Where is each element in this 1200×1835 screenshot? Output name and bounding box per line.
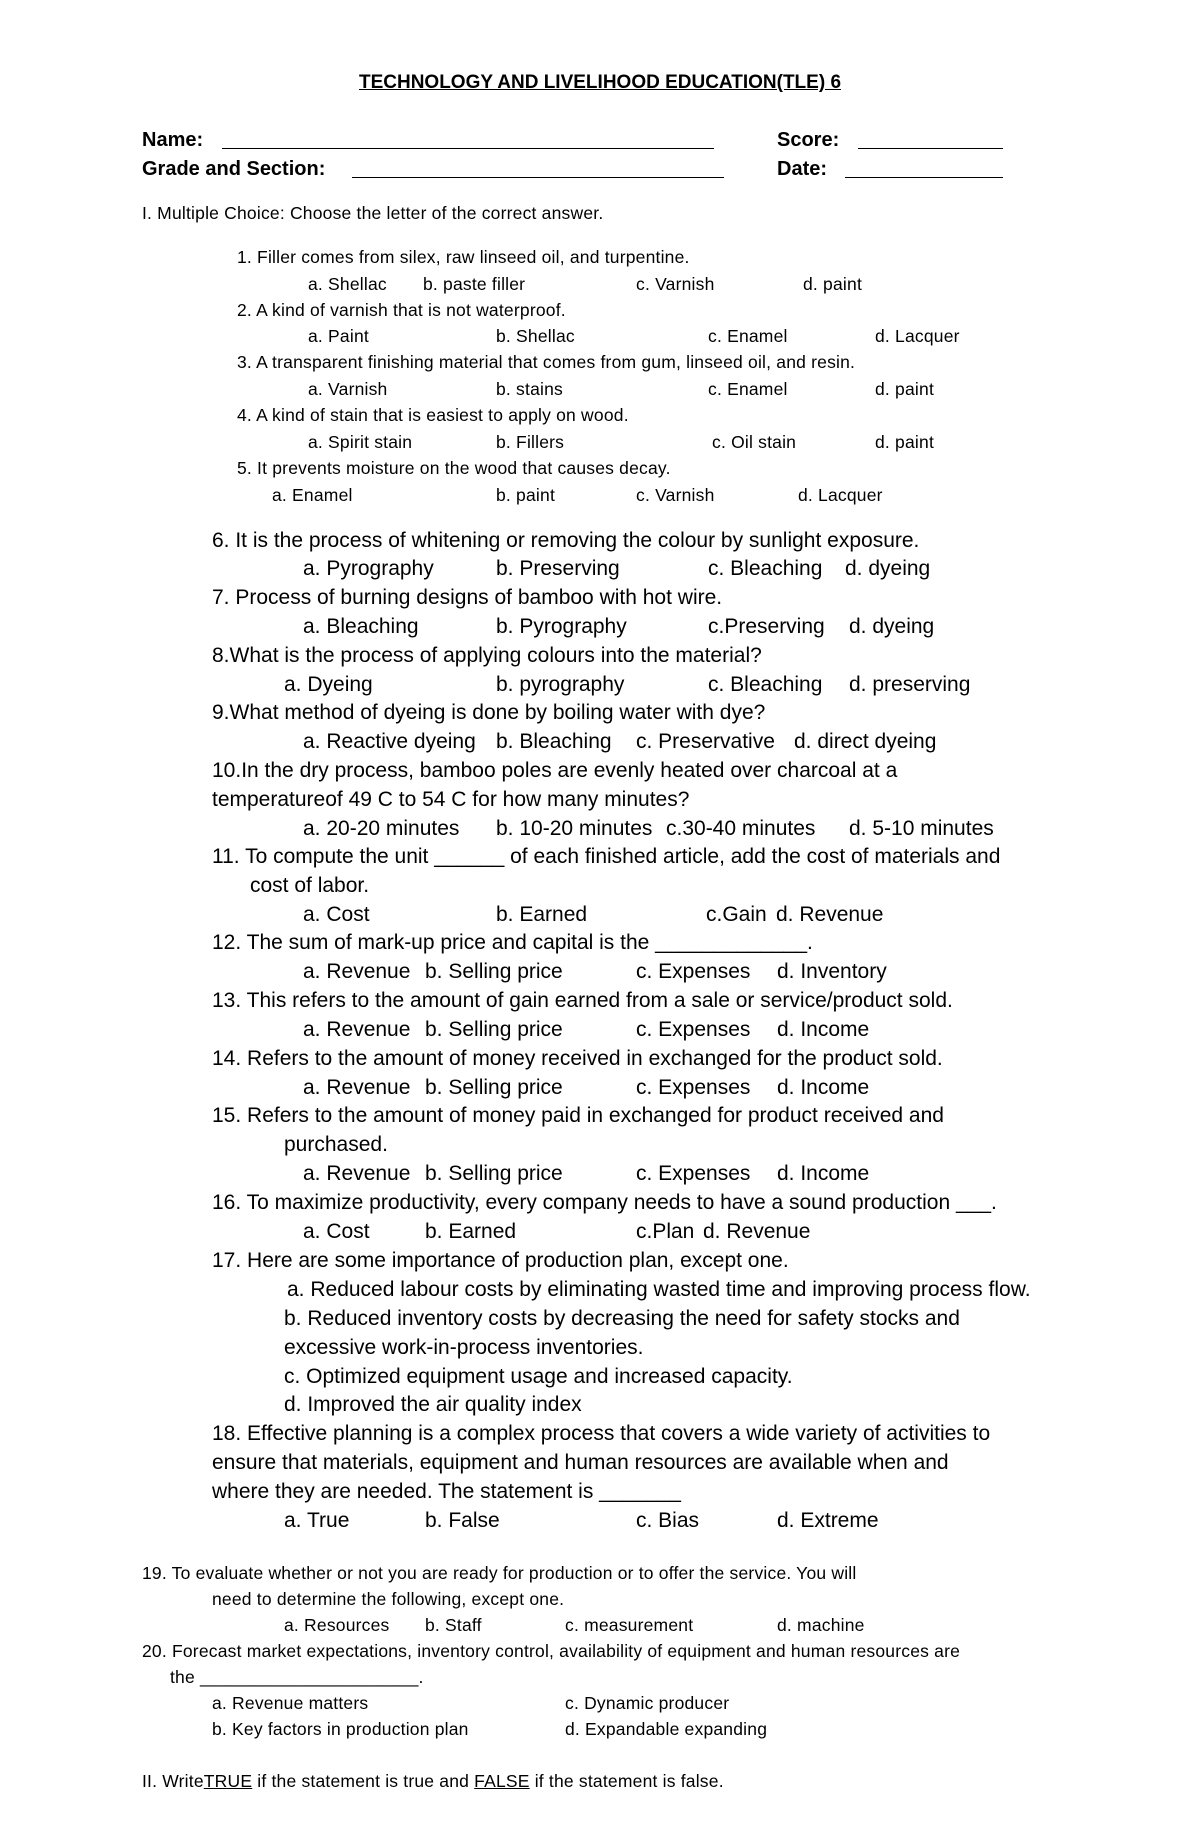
q9-option-d[interactable]: d. direct dyeing [794,730,937,753]
q1-option-c[interactable]: c. Varnish [636,274,715,294]
question-1: 1. Filler comes from silex, raw linseed oil, and turpentine. [237,247,690,267]
q2-option-b[interactable]: b. Shellac [496,326,575,346]
q9-option-a[interactable]: a. Reactive dyeing [303,730,476,753]
section2-prefix: II. Write [142,1771,204,1791]
question-16: 16. To maximize productivity, every company needs to have a sound production ___. [212,1191,997,1214]
q16-option-b[interactable]: b. Earned [425,1220,517,1243]
q4-option-c[interactable]: c. Oil stain [712,432,797,452]
q12-option-a[interactable]: a. Revenue [303,960,411,983]
question-18-line3: where they are needed. The statement is _______ [212,1480,681,1503]
q3-option-c[interactable]: c. Enamel [708,379,788,399]
q2-option-d[interactable]: d. Lacquer [875,326,960,346]
q1-option-b[interactable]: b. paste filler [423,274,526,294]
question-15: 15. Refers to the amount of money paid in exchanged for product received and [212,1104,944,1127]
q6-option-d[interactable]: d. dyeing [845,557,931,580]
q5-option-d[interactable]: d. Lacquer [798,485,883,505]
question-11-line2: cost of labor. [250,874,370,897]
question-11: 11. To compute the unit ______ of each finished article, add the cost of materials and [212,845,1001,868]
question-20: 20. Forecast market expectations, inventory control, availability of equipment and human resources are [142,1641,961,1661]
question-8: 8.What is the process of applying colours into the material? [212,644,762,667]
question-10-line2: temperatureof 49 C to 54 C for how many minutes? [212,788,690,811]
q10-option-b[interactable]: b. 10-20 minutes [496,817,653,840]
q20-option-a[interactable]: a. Revenue matters [212,1693,369,1713]
q7-option-b[interactable]: b. Pyrography [496,615,627,638]
q18-option-b[interactable]: b. False [425,1509,500,1532]
question-5: 5. It prevents moisture on the wood that causes decay. [237,458,671,478]
question-13: 13. This refers to the amount of gain earned from a sale or service/product sold. [212,989,953,1012]
page-title: TECHNOLOGY AND LIVELIHOOD EDUCATION(TLE) 6 [358,72,842,93]
question-18: 18. Effective planning is a complex process that covers a wide variety of activities to [212,1422,991,1445]
q5-option-b[interactable]: b. paint [496,485,556,505]
question-6: 6. It is the process of whitening or removing the colour by sunlight exposure. [212,529,920,552]
q20-option-b[interactable]: b. Key factors in production plan [212,1719,469,1739]
q6-option-b[interactable]: b. Preserving [496,557,620,580]
q4-option-a[interactable]: a. Spirit stain [308,432,413,452]
grade-section-label: Grade and Section: [142,158,326,180]
q8-option-b[interactable]: b. pyrography [496,673,625,696]
q4-option-d[interactable]: d. paint [875,432,935,452]
q20-option-c[interactable]: c. Dynamic producer [565,1693,730,1713]
q17-option-b-line2: excessive work-in-process inventories. [284,1336,644,1359]
q9-option-c[interactable]: c. Preservative [636,730,775,753]
q19-option-d[interactable]: d. machine [777,1615,865,1635]
q11-option-d[interactable]: d. Revenue [776,903,884,926]
date-label: Date: [777,158,828,180]
q9-option-b[interactable]: b. Bleaching [496,730,612,753]
q11-option-a[interactable]: a. Cost [303,903,370,926]
q11-option-c[interactable]: c.Gain [706,903,767,926]
q18-option-c[interactable]: c. Bias [636,1509,700,1532]
q6-option-c[interactable]: c. Bleaching [708,557,823,580]
q10-option-c[interactable]: c.30-40 minutes [666,817,816,840]
question-2: 2. A kind of varnish that is not waterproof. [237,300,566,320]
q16-option-d[interactable]: d. Revenue [703,1220,811,1243]
q19-option-b[interactable]: b. Staff [425,1615,482,1635]
q6-option-a[interactable]: a. Pyrography [303,557,434,580]
question-19-line2: need to determine the following, except one. [212,1589,565,1609]
q2-option-c[interactable]: c. Enamel [708,326,788,346]
q16-option-a[interactable]: a. Cost [303,1220,370,1243]
q13-option-c[interactable]: c. Expenses [636,1018,751,1041]
section2-middle: if the statement is true and [252,1771,475,1791]
true-word: TRUE [203,1771,253,1791]
q1-option-d[interactable]: d. paint [803,274,863,294]
q13-option-a[interactable]: a. Revenue [303,1018,411,1041]
q5-option-a[interactable]: a. Enamel [272,485,353,505]
q18-option-a[interactable]: a. True [284,1509,350,1532]
q8-option-a[interactable]: a. Dyeing [284,673,373,696]
q19-option-c[interactable]: c. measurement [565,1615,694,1635]
q12-option-c[interactable]: c. Expenses [636,960,751,983]
q18-option-d[interactable]: d. Extreme [777,1509,879,1532]
grade-section-field[interactable] [352,177,724,178]
q12-option-d[interactable]: d. Inventory [777,960,887,983]
name-field[interactable] [222,148,714,149]
q14-option-c[interactable]: c. Expenses [636,1076,751,1099]
section1-instruction: I. Multiple Choice: Choose the letter of the correct answer. [142,203,604,223]
q17-option-a[interactable]: a. Reduced labour costs by eliminating wasted time and improving process flow. [287,1278,1031,1301]
q3-option-d[interactable]: d. paint [875,379,935,399]
q2-option-a[interactable]: a. Paint [308,326,369,346]
question-4: 4. A kind of stain that is easiest to apply on wood. [237,405,629,425]
q15-option-a[interactable]: a. Revenue [303,1162,411,1185]
q10-option-a[interactable]: a. 20-20 minutes [303,817,460,840]
q15-option-c[interactable]: c. Expenses [636,1162,751,1185]
question-20-line2: the ______________________. [170,1667,424,1687]
q1-option-a[interactable]: a. Shellac [308,274,387,294]
q14-option-a[interactable]: a. Revenue [303,1076,411,1099]
q8-option-d[interactable]: d. preserving [849,673,971,696]
section2-suffix: if the statement is false. [529,1771,724,1791]
q10-option-d[interactable]: d. 5-10 minutes [849,817,994,840]
q17-option-c[interactable]: c. Optimized equipment usage and increased capacity. [284,1365,793,1388]
section2-instruction [142,1773,724,1791]
date-field[interactable] [845,177,1003,178]
name-label: Name: [142,129,204,151]
q13-option-b[interactable]: b. Selling price [425,1018,563,1041]
q16-option-c[interactable]: c.Plan [636,1220,695,1243]
q8-option-c[interactable]: c. Bleaching [708,673,823,696]
q17-option-d[interactable]: d. Improved the air quality index [284,1393,582,1416]
question-14: 14. Refers to the amount of money received in exchanged for the product sold. [212,1047,943,1070]
q7-option-d[interactable]: d. dyeing [849,615,935,638]
q3-option-b[interactable]: b. stains [496,379,563,399]
q14-option-b[interactable]: b. Selling price [425,1076,563,1099]
question-9: 9.What method of dyeing is done by boiling water with dye? [212,701,766,724]
question-17: 17. Here are some importance of production plan, except one. [212,1249,789,1272]
question-15-line2: purchased. [284,1133,388,1156]
q15-option-b[interactable]: b. Selling price [425,1162,563,1185]
question-7: 7. Process of burning designs of bamboo with hot wire. [212,586,723,609]
q17-option-b[interactable]: b. Reduced inventory costs by decreasing the need for safety stocks and [284,1307,960,1330]
q14-option-d[interactable]: d. Income [777,1076,870,1099]
score-label: Score: [777,129,840,151]
question-10: 10.In the dry process, bamboo poles are evenly heated over charcoal at a [212,759,898,782]
false-word: FALSE [474,1771,530,1791]
q13-option-d[interactable]: d. Income [777,1018,870,1041]
question-19: 19. To evaluate whether or not you are ready for production or to offer the service. You will [142,1563,857,1583]
score-field[interactable] [858,148,1003,149]
q4-option-b[interactable]: b. Fillers [496,432,565,452]
question-12: 12. The sum of mark-up price and capital is the _____________. [212,931,813,954]
question-18-line2: ensure that materials, equipment and human resources are available when and [212,1451,949,1474]
q19-option-a[interactable]: a. Resources [284,1615,390,1635]
q7-option-a[interactable]: a. Bleaching [303,615,419,638]
q20-option-d[interactable]: d. Expandable expanding [565,1719,768,1739]
q3-option-a[interactable]: a. Varnish [308,379,388,399]
q12-option-b[interactable]: b. Selling price [425,960,563,983]
q7-option-c[interactable]: c.Preserving [708,615,825,638]
question-3: 3. A transparent finishing material that comes from gum, linseed oil, and resin. [237,352,856,372]
q11-option-b[interactable]: b. Earned [496,903,588,926]
q15-option-d[interactable]: d. Income [777,1162,870,1185]
q5-option-c[interactable]: c. Varnish [636,485,715,505]
